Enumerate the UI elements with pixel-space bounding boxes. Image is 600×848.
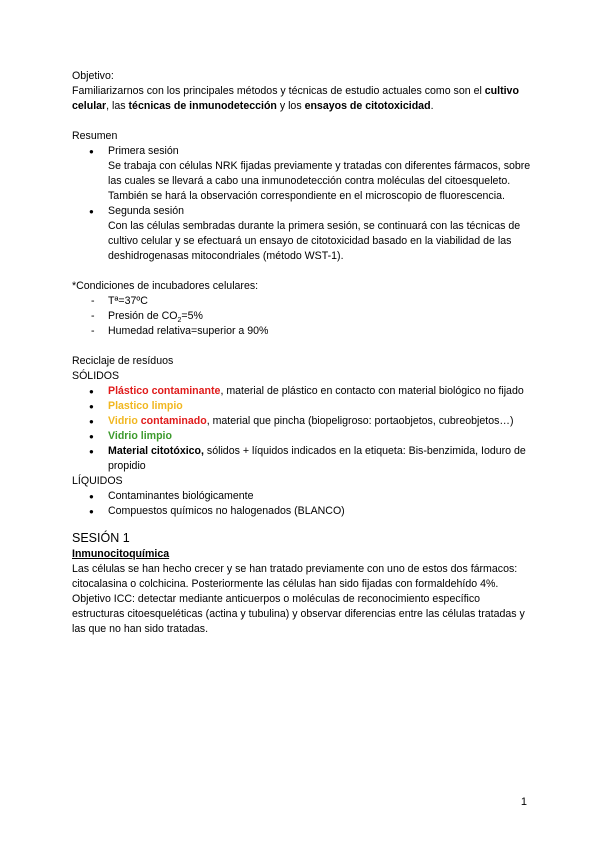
summary-item-title: ● Segunda sesión bbox=[108, 205, 184, 217]
summary-item-first-session bbox=[72, 144, 532, 204]
solid-item-label: Vidrio limpio bbox=[108, 430, 172, 442]
co2-subscript: 2 bbox=[177, 317, 182, 325]
summary-item-text: Se trabaja con células NRK fijadas previamente y tratadas con diferentes fármacos, sobre las cuales se llevará a cabo una inmunodetección contra moléculas del citoesqueleto. También se hará la observación correspondiente en el microscopio de fluorescencia. bbox=[108, 160, 531, 202]
liquids-label: LÍQUIDOS bbox=[72, 475, 123, 487]
solid-item-plastico-contaminante bbox=[72, 384, 532, 399]
page-number: 1 bbox=[520, 796, 527, 808]
solid-item-vidrio-limpio bbox=[72, 429, 532, 444]
objective-label: Objetivo: bbox=[72, 70, 114, 82]
page-content bbox=[72, 69, 532, 637]
solid-item-label: Plastico limpio bbox=[108, 400, 183, 412]
summary-item-second-session bbox=[72, 204, 532, 264]
solids-list bbox=[72, 384, 532, 474]
condition-temperature: - Tª=37ºC bbox=[72, 294, 532, 309]
objective-text bbox=[72, 84, 532, 114]
condition-co2 bbox=[72, 309, 532, 324]
solid-item-plastico-limpio bbox=[72, 399, 532, 414]
summary-item-text: Con las células sembradas durante la primera sesión, se continuará con las técnicas de cultivo celular y se efectuará un ensayo de citotoxicidad basado en la viabilidad de las deshidrogenasas mitocondriales (método WST-1). bbox=[108, 220, 521, 262]
objective-sep1: , las bbox=[106, 100, 129, 112]
solids-label: SÓLIDOS bbox=[72, 370, 120, 382]
summary-list bbox=[72, 144, 532, 264]
co2-prefix: Presión de CO bbox=[108, 310, 178, 322]
objective-sep2: y los bbox=[276, 100, 305, 112]
summary-item-title: ● Primera sesión bbox=[108, 145, 179, 157]
session-subtitle: Inmunocitoquímica bbox=[72, 548, 170, 560]
waste-label: Reciclaje de resíduos bbox=[72, 355, 174, 367]
objective-bold-ensayos: ensayos de citotoxicidad bbox=[304, 100, 431, 112]
liquid-item-quimicos: ● Compuestos químicos no halogenados (BLANCO) bbox=[72, 504, 532, 519]
solid-item-vidrio-contaminado bbox=[72, 414, 532, 429]
liquid-item-biologicos: ● Contaminantes biológicamente bbox=[72, 489, 532, 504]
summary-label: Resumen bbox=[72, 130, 118, 142]
objective-bold-tecnicas: técnicas de inmunodetección bbox=[128, 100, 277, 112]
solid-item-text: , material de plástico en contacto con material biológico no fijado bbox=[220, 385, 524, 397]
conditions-label: *Condiciones de incubadores celulares: bbox=[72, 280, 259, 292]
session-paragraph-2: Objetivo ICC: detectar mediante anticuerpos o moléculas de reconocimiento específico estructuras citoesqueléticas (actina y tubulina) y observar diferencias entre las células tratadas y las que no han sido tratadas. bbox=[72, 593, 525, 635]
session-title: SESIÓN 1 bbox=[72, 531, 130, 545]
condition-humidity: - Humedad relativa=superior a 90% bbox=[72, 324, 532, 339]
solid-item-material-citotoxico bbox=[72, 444, 532, 474]
solid-item-text: , material que pincha (biopeligroso: portaobjetos, cubreobjetos…) bbox=[206, 415, 514, 427]
objective-end: . bbox=[430, 100, 434, 112]
conditions-list bbox=[72, 294, 532, 339]
solid-item-label-vidrio: Vidrio bbox=[108, 415, 138, 427]
co2-suffix: =5% bbox=[181, 310, 203, 322]
solid-item-label-contaminado: contaminado bbox=[137, 415, 207, 427]
objective-bold-cultivo: cultivo celular bbox=[72, 85, 519, 112]
objective-text-start: Familiarizarnos con los principales métodos y técnicas de estudio actuales como son el bbox=[72, 85, 485, 97]
solid-item-text: sólidos + líquidos indicados en la etiqueta: Bis-benzimida, Ioduro de propidio bbox=[108, 445, 526, 472]
solid-item-label: Material citotóxico, bbox=[108, 445, 204, 457]
solid-item-label: Plástico contaminante bbox=[108, 385, 221, 397]
liquids-list bbox=[72, 489, 532, 519]
session-paragraph-1: Las células se han hecho crecer y se han tratado previamente con uno de estos dos fármacos: citocalasina o colchicina. Posteriormente las células han sido fijadas con formaldehído 4%. bbox=[72, 563, 518, 590]
